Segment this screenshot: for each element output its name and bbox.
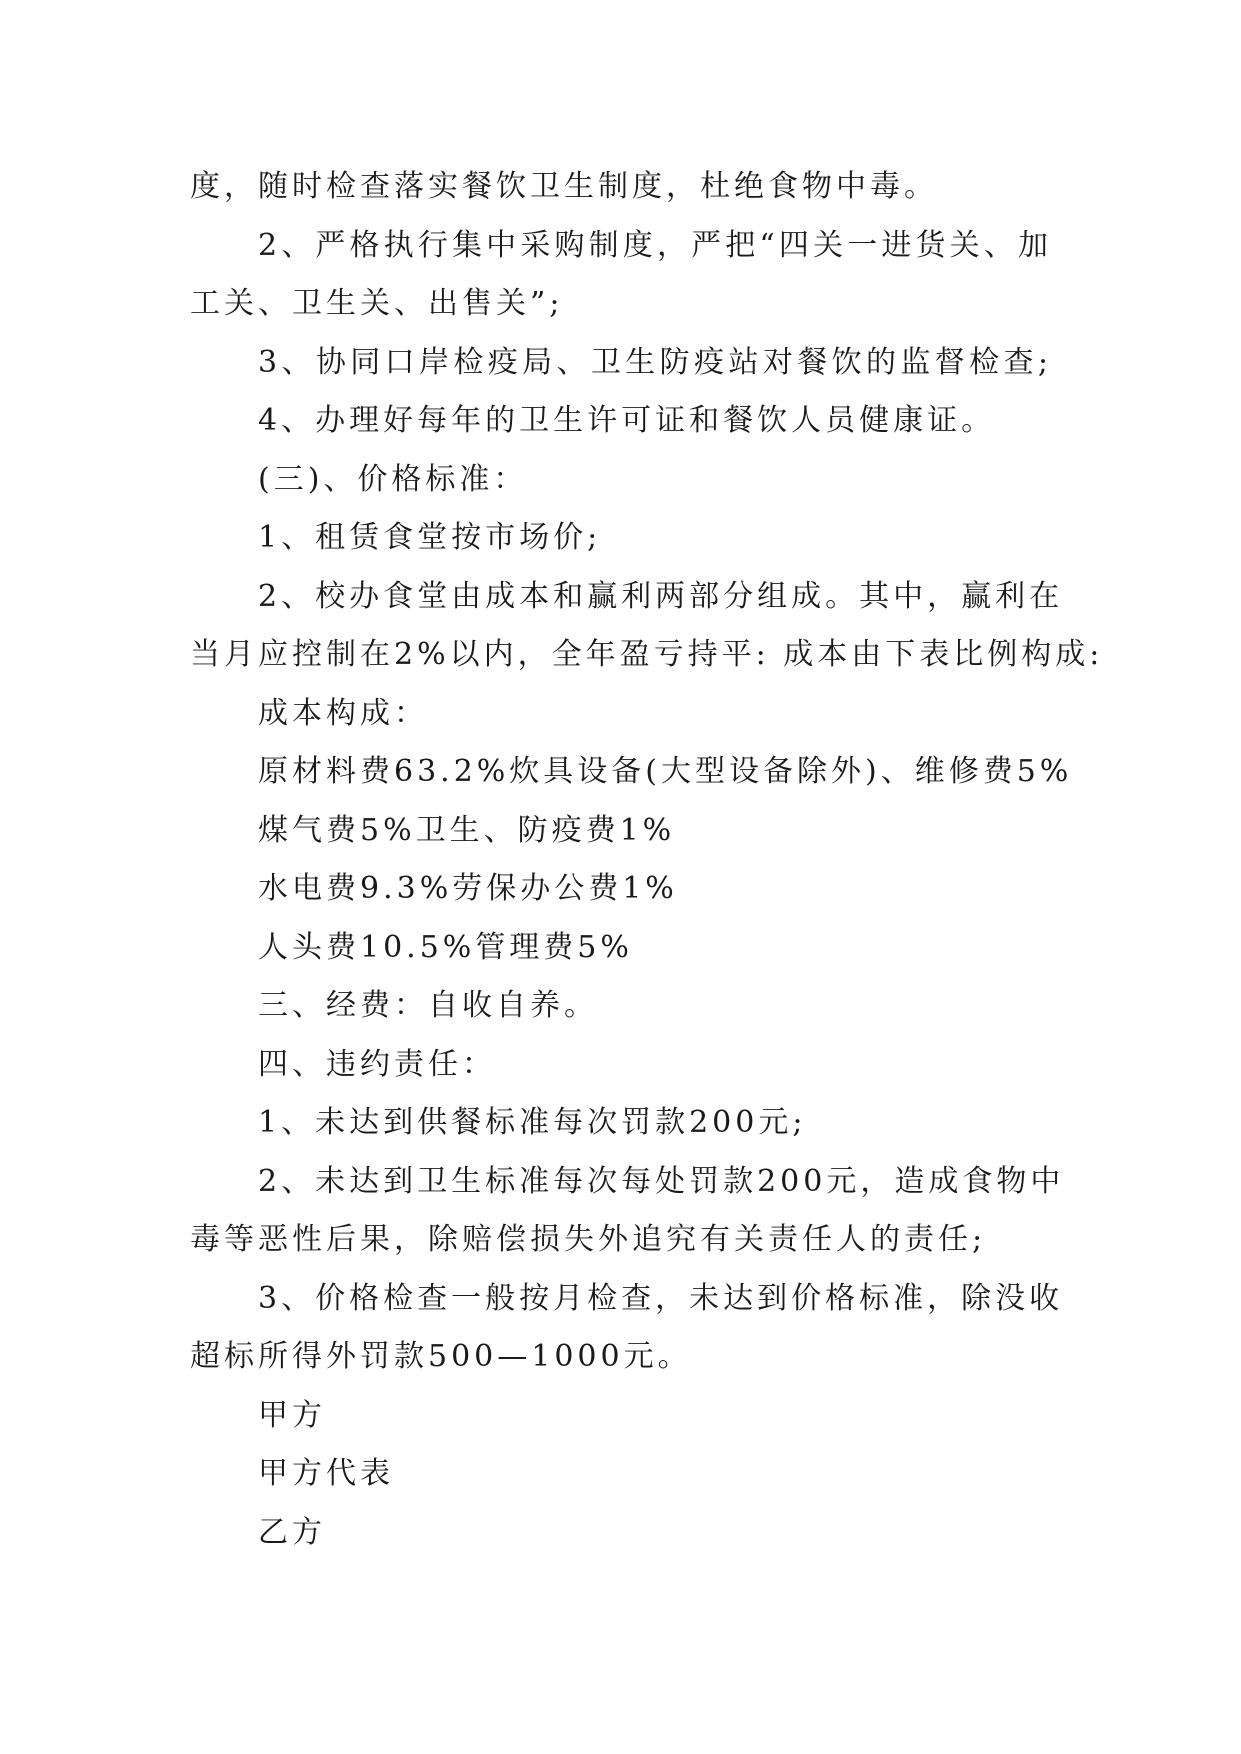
section-heading: 三、经费：自收自养。 [258,988,598,1023]
cost-item: 水电费9.3%劳保办公费1% [258,871,678,906]
text-line: 成本构成： [258,695,428,731]
text-line: 2、严格执行集中采购制度，严把“四关一进货关、加 [258,227,1052,263]
cost-item: 煤气费5%卫生、防疫费1% [258,812,676,848]
text-line: 3、协同口岸检疫局、卫生防疫站对餐饮的监督检查; [258,344,1052,380]
text-line: 4、办理好每年的卫生许可证和餐饮人员健康证。 [258,403,996,438]
text-line: 度，随时检查落实餐饮卫生制度，杜绝食物中毒。 [190,169,938,204]
text-line: 当月应控制在2%以内，全年盈亏持平: 成本由下表比例构成: [190,637,1104,672]
signature-party-b: 乙方 [258,1514,326,1550]
text-line: 1、租赁食堂按市场价; [258,520,602,555]
text-line: 3、价格检查一般按月检查，未达到价格标准，除没收 [258,1280,1064,1316]
text-line: 1、未达到供餐标准每次罚款200元; [258,1105,807,1140]
text-line: 超标所得外罚款500—1000元。 [190,1339,692,1374]
text-line: 2、未达到卫生标准每次每处罚款200元，造成食物中 [258,1163,1065,1199]
cost-item: 原材料费63.2%炊具设备(大型设备除外)、维修费5% [258,754,1073,789]
text-line: 2、校办食堂由成本和赢利两部分组成。其中，赢利在 [258,578,1064,614]
text-line: 毒等恶性后果，除赔偿损失外追究有关责任人的责任; [190,1222,987,1257]
text-line: 工关、卫生关、出售关”; [190,286,564,321]
cost-item: 人头费10.5%管理费5% [258,929,633,965]
section-heading: (三)、价格标准： [258,461,528,497]
document-body [190,158,1104,1562]
signature-party-a: 甲方 [258,1397,326,1433]
section-heading: 四、违约责任： [258,1046,496,1082]
signature-party-a-representative: 甲方代表 [258,1456,394,1491]
